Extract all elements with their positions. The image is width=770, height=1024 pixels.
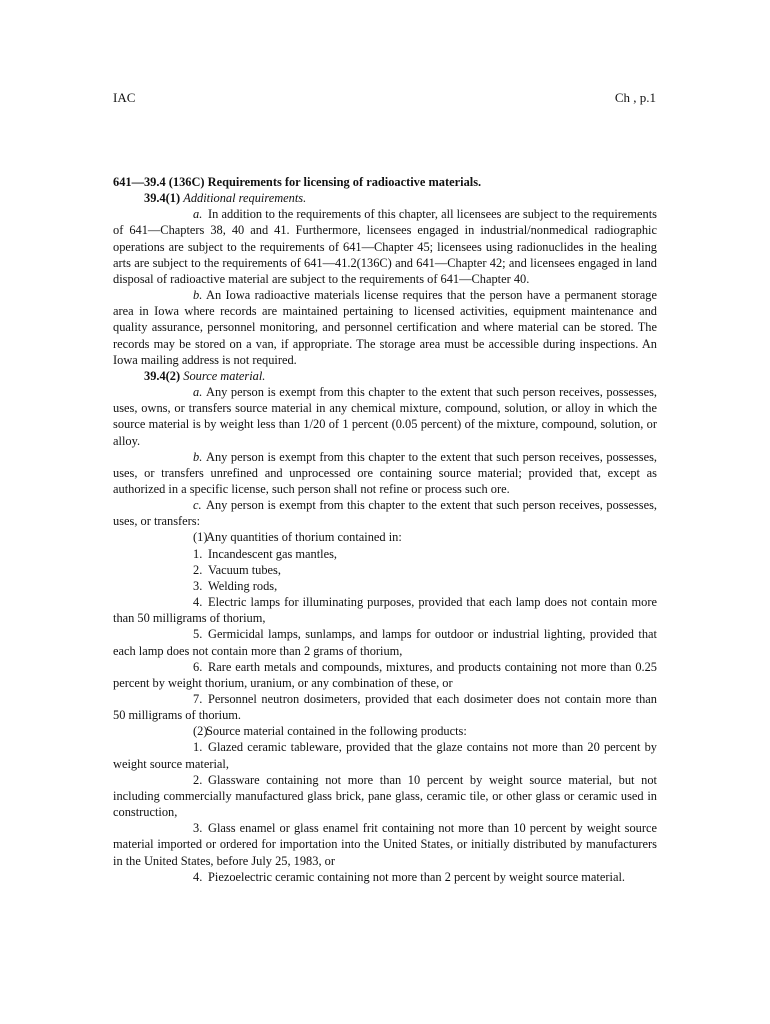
header-right: Ch , p.1 (614, 90, 656, 105)
list-item (113, 594, 657, 626)
list-item (113, 820, 657, 868)
rule-heading (113, 174, 657, 190)
list-item (113, 659, 657, 691)
paragraph-label: b. (193, 288, 203, 303)
subparagraph-text: Source material contained in the following products: (206, 724, 467, 739)
subrule-title: Additional requirements. (183, 191, 307, 206)
list-item-text: Glass enamel or glass enamel frit containing not more than 10 percent by weight source material imported or ordered for importation into the United States, or initially distributed by manufacturers in the United States, before July 25, 1983, or (113, 821, 657, 868)
list-item-text: Personnel neutron dosimeters, provided that each dosimeter does not contain more than 50 milligrams of thorium. (113, 692, 657, 723)
subrule-title: Source material. (183, 368, 266, 383)
subparagraph-label: (1) (193, 530, 208, 545)
rule-number: 641—39.4 (136C) (113, 175, 205, 189)
document-body (113, 174, 657, 885)
list-item-text: Germicidal lamps, sunlamps, and lamps for outdoor or industrial lighting, provided that each lamp does not contain more than 2 grams of thorium, (113, 627, 657, 658)
list-item-number: 2. (193, 562, 203, 577)
paragraph-text: Any person is exempt from this chapter to the extent that such person receives, possesses, uses, or transfers: (113, 498, 657, 529)
list-item-number: 5. (193, 627, 203, 642)
subrule-number: 39.4(1) (144, 191, 181, 206)
list-item-text: Glassware containing not more than 10 percent by weight source material, but not including commercially manufactured glass brick, pane glass, ceramic tile, or other glass or ceramic used in construction, (113, 772, 657, 820)
subparagraph (113, 529, 657, 545)
list-item-text: Vacuum tubes, (208, 562, 281, 577)
list-item (113, 691, 657, 723)
list-item-number: 1. (193, 546, 203, 561)
paragraph-label: a. (193, 207, 203, 222)
list-item-number: 4. (193, 595, 203, 610)
subparagraph (113, 723, 657, 739)
subrule-heading (113, 368, 657, 384)
list-item-text: Electric lamps for illuminating purposes, provided that each lamp does not contain more than 50 milligrams of thorium, (113, 595, 657, 626)
list-item-text: Glazed ceramic tableware, provided that the glaze contains not more than 20 percent by weight source material, (113, 740, 657, 771)
list-item-number: 4. (193, 869, 203, 884)
paragraph (113, 497, 657, 529)
paragraph-label: b. (193, 449, 203, 464)
paragraph-text: Any person is exempt from this chapter to the extent that such person receives, possesses, uses, owns, or transfers source material in any chemical mixture, compound, solution, or alloy in which the source material is by weight less than 1/20 of 1 percent (0.05 percent) of the mixture, compound, solution, or alloy. (113, 385, 657, 448)
list-item (113, 739, 657, 771)
paragraph-text: An Iowa radioactive materials license requires that the person have a permanent storage area in Iowa where records are maintained pertaining to licensed activities, equipment maintenance and quality assurance, personnel monitoring, and personnel certification and where material can be stored. The records may be stored on a van, if appropriate. The storage area must be accessible during inspections. An Iowa mailing address is not required. (113, 288, 657, 367)
list-item (113, 546, 657, 562)
list-item-text: Rare earth metals and compounds, mixtures, and products containing not more than 0.25 percent by weight thorium, uranium, or any combination of these, or (113, 659, 657, 690)
paragraph-label: c. (193, 498, 202, 513)
list-item-number: 1. (193, 740, 203, 755)
paragraph-text: In addition to the requirements of this chapter, all licensees are subject to the requirements of 641—Chapters 38, 40 and 41. Furthermore, licensees engaged in industrial/nonmedical radiographic operations are subject to the requirements of 641—Chapter 45; licensees using radionuclides in the healing arts are subject to the requirements of 641—41.2(136C) and 641—Chapter 42; and licensees engaged in land disposal of radioactive material are subject to the requirements of 641—Chapter 40. (113, 207, 657, 286)
list-item-number: 6. (193, 659, 203, 674)
list-item (113, 772, 657, 820)
list-item-text: Piezoelectric ceramic containing not more than 2 percent by weight source material. (208, 869, 625, 884)
list-item-number: 7. (193, 692, 203, 706)
subparagraph-label: (2) (193, 724, 208, 739)
list-item-number: 3. (193, 821, 203, 836)
paragraph (113, 449, 657, 497)
list-item-number: 2. (193, 772, 203, 787)
list-item (113, 562, 657, 578)
subrule-heading (113, 190, 657, 206)
list-item (113, 626, 657, 658)
list-item-text: Incandescent gas mantles, (208, 546, 338, 561)
list-item-number: 3. (193, 578, 203, 593)
paragraph (113, 287, 657, 368)
list-item-text: Welding rods, (208, 578, 278, 593)
paragraph (113, 206, 657, 287)
header-left: IAC (113, 90, 136, 105)
subrule-number: 39.4(2) (144, 368, 181, 383)
rule-title: Requirements for licensing of radioactive materials. (207, 175, 482, 189)
list-item (113, 578, 657, 594)
paragraph-text: Any person is exempt from this chapter to the extent that such person receives, possesses, uses, or transfers unrefined and unprocessed ore containing source material; provided that, except as authorized in a specific license, such person shall not refine or process such ore. (113, 449, 657, 496)
list-item (113, 869, 657, 885)
subparagraph-text: Any quantities of thorium contained in: (206, 530, 402, 545)
paragraph (113, 384, 657, 449)
paragraph-label: a. (193, 385, 203, 400)
